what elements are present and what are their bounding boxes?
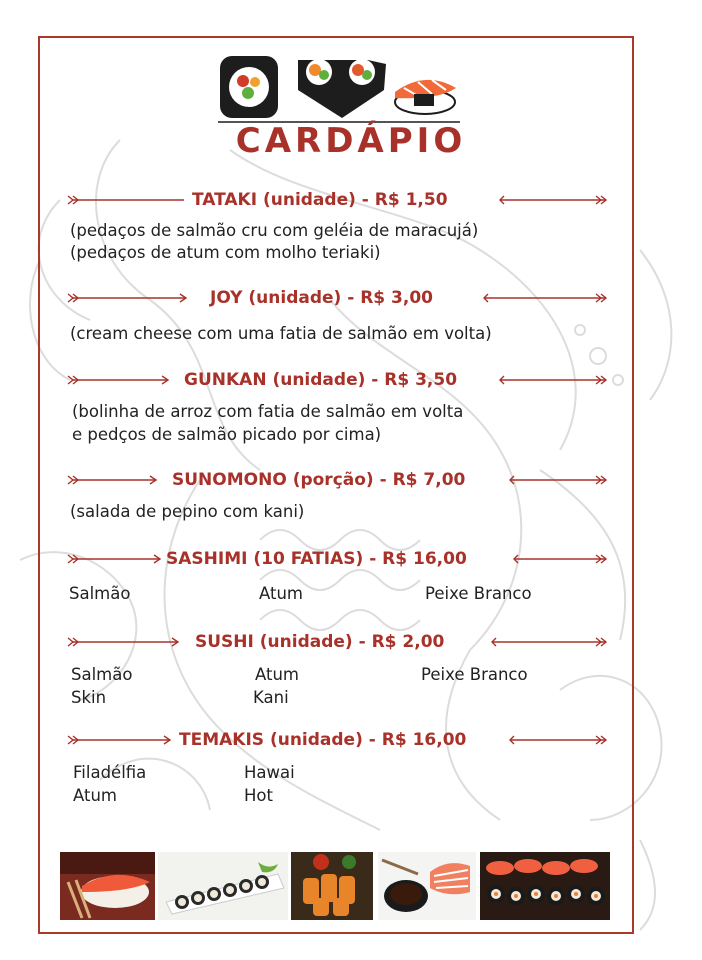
sashimi-item: Atum: [259, 584, 303, 603]
arrow-left-icon: [512, 553, 610, 565]
hot-roll-photo: [291, 852, 373, 920]
arrow-right-icon: [66, 553, 164, 565]
sushi-item: Skin: [71, 688, 107, 707]
arrow-left-icon: [490, 636, 610, 648]
sushi-item: Atum: [255, 665, 299, 684]
section-title-sashimi: SASHIMI (10 FATIAS) - R$ 16,00: [166, 549, 467, 569]
section-title-sunomono: SUNOMONO (porção) - R$ 7,00: [172, 470, 466, 490]
temaki-item: Atum: [73, 786, 117, 805]
arrow-left-icon: [498, 194, 610, 206]
gunkan-desc-2: e pedços de salmão picado por cima): [72, 425, 382, 444]
sashimi-soy-photo: [378, 852, 476, 920]
temaki-heart-icon: [298, 59, 386, 118]
roll-platter-photo: [158, 852, 288, 920]
sushi-item: Salmão: [71, 665, 133, 684]
arrow-right-icon: [66, 194, 186, 206]
nigiri-icon: [395, 80, 456, 114]
sushi-item: Kani: [253, 688, 289, 707]
tataki-desc-1: (pedaços de salmão cru com geléia de maracujá): [70, 221, 479, 240]
page-title: CARDÁPIO: [235, 121, 467, 161]
sunomono-desc: (salada de pepino com kani): [70, 502, 305, 521]
section-title-gunkan: GUNKAN (unidade) - R$ 3,50: [184, 370, 458, 390]
joy-desc: (cream cheese com uma fatia de salmão em volta): [70, 324, 492, 343]
sushi-item: Peixe Branco: [421, 665, 528, 684]
arrow-right-icon: [66, 474, 160, 486]
arrow-left-icon: [508, 474, 610, 486]
combo-platter-photo: [480, 852, 610, 920]
nigiri-photo: [60, 852, 155, 920]
arrow-left-icon: [498, 374, 610, 386]
temaki-item: Hot: [244, 786, 273, 805]
arrow-right-icon: [66, 636, 182, 648]
temaki-item: Hawai: [244, 763, 295, 782]
tataki-desc-2: (pedaços de atum com molho teriaki): [70, 243, 381, 262]
arrow-right-icon: [66, 292, 190, 304]
section-title-tataki: TATAKI (unidade) - R$ 1,50: [192, 190, 448, 210]
arrow-right-icon: [66, 374, 172, 386]
gunkan-desc-1: (bolinha de arroz com fatia de salmão em volta: [72, 402, 464, 421]
temaki-item: Filadélfia: [73, 763, 147, 782]
sushi-logo: [218, 50, 463, 124]
sashimi-item: Salmão: [69, 584, 131, 603]
section-title-sushi: SUSHI (unidade) - R$ 2,00: [195, 632, 445, 652]
sushi-roll-icon: [220, 56, 278, 118]
arrow-left-icon: [508, 734, 610, 746]
sashimi-item: Peixe Branco: [425, 584, 532, 603]
arrow-right-icon: [66, 734, 174, 746]
section-title-joy: JOY (unidade) - R$ 3,00: [210, 288, 433, 308]
arrow-left-icon: [482, 292, 610, 304]
section-title-temakis: TEMAKIS (unidade) - R$ 16,00: [179, 730, 467, 750]
